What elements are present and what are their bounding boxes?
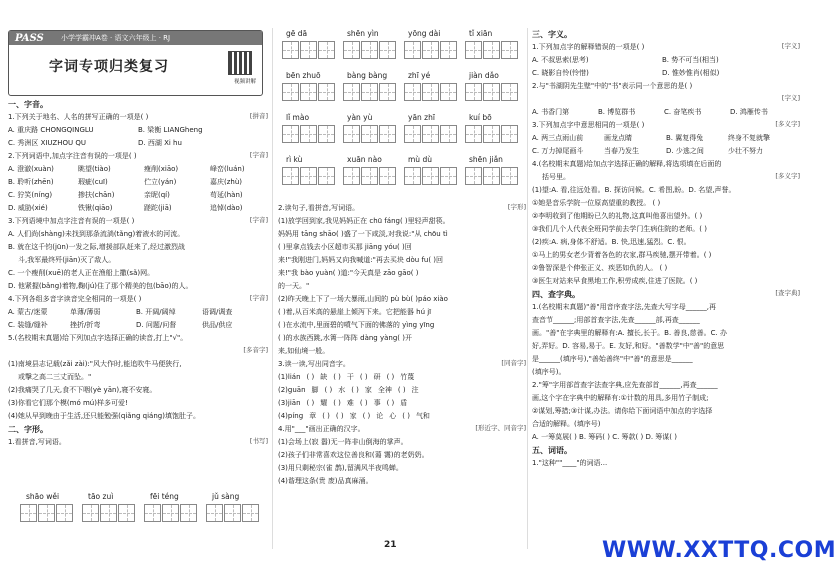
- item: 画,这个字在字典中的解释有:①计数的用具,多用竹子制成;: [532, 394, 709, 402]
- option-row: C. 狞笑(níng) 掺扶(chān) 亲昵(qí) 苟延(hàn): [8, 191, 243, 199]
- question: 3.读一读,写出同音字。 [同音字]: [278, 359, 526, 368]
- options: A. 重庆路 CHONGQINGLU B. 梁衡 LIANGheng: [8, 126, 203, 134]
- item: (3)用只剩秘宗(雀 鹊),留满风半夜鸣蝉。: [278, 464, 403, 472]
- item: 1.(名校期末真题)"善"用音序查字法,先查大写字母______,再: [532, 303, 717, 311]
- homophone-cell: ( ): [359, 373, 368, 381]
- question: 3.下列加点字中意思相同的一项是( ) [多义字]: [532, 120, 800, 129]
- passage-line: ( )的水族西跳,水箐一阵阵 dàng yàng( )开: [278, 334, 412, 342]
- passage-line: 的一天。": [278, 282, 310, 290]
- writing-box[interactable]: [318, 83, 335, 101]
- homophone-cell: ( ): [397, 386, 406, 394]
- options: C. 秀洲区 XIUZHOU QU D. 西湖 Xi hu: [8, 139, 182, 147]
- homophone-cell: 气和: [415, 412, 430, 420]
- writing-box[interactable]: [343, 41, 360, 59]
- writing-box[interactable]: [379, 83, 396, 101]
- pinyin-label: bēn zhuō: [286, 71, 321, 80]
- question: 5.(名校期末真题)给下列加点字选择正确的读音,打上"√"。: [8, 334, 188, 342]
- qr-code-icon: [228, 51, 252, 75]
- options: A. 书香门第 B. 博览群书 C. 奋笔疾书 D. 鸿雁传书: [532, 108, 768, 116]
- item: (2)孩子们非常喜欢这位善良和(蔼 霭)的老奶奶。: [278, 451, 429, 459]
- option-row: A. 蒙古/迷蒙 单薄/薄弱 B. 开阔/阔绰 语调/调查: [8, 308, 233, 316]
- option-row: C. 装缝/缝补 挫折/折弯 D. 问题/问督 供品/供应: [8, 321, 233, 329]
- section-heading: 二、字形。: [8, 425, 48, 434]
- item: (1)南境县志记载(zǎi zài):"风大作时,能追吹牛马便狭行,: [8, 360, 182, 368]
- writing-box[interactable]: [242, 504, 259, 522]
- writing-box[interactable]: [422, 167, 439, 185]
- writing-box[interactable]: [300, 167, 317, 185]
- writing-box[interactable]: [501, 83, 518, 101]
- homophone-cell: ( ): [324, 386, 333, 394]
- writing-box[interactable]: [404, 167, 421, 185]
- homophone-cell: 脚: [311, 386, 319, 394]
- writing-box[interactable]: [361, 41, 378, 59]
- pinyin-label: fēi téng: [150, 492, 179, 501]
- writing-box[interactable]: [379, 167, 396, 185]
- item: ③医生对站来早食黑地工作,积劳成疾,住进了医院。( ): [532, 277, 698, 285]
- item: ①马上的男女老少背着各色的衣家,群马疾驰,摆开带着。( ): [532, 251, 712, 259]
- homophone-cell: 家: [364, 386, 372, 394]
- pinyin-label: mù dù: [408, 155, 432, 164]
- writing-box[interactable]: [465, 125, 482, 143]
- item: (2)我痛哭了几天,食不下咽(yè yān),寝不安寝。: [8, 386, 157, 394]
- passage-line: 来,如仙境一般。: [278, 347, 330, 355]
- homophone-cell: ( ): [333, 373, 341, 381]
- page-title: 字词专项归类复习: [49, 59, 169, 75]
- item: ③我们几个人代表全班同学前去学门生病住院的老师。( ): [532, 225, 707, 233]
- question: 2.读句子,看拼音,写词语。 [字形]: [278, 203, 526, 212]
- homophone-row: [278, 373, 528, 386]
- homophone-cell: (3)jiān: [278, 399, 301, 407]
- option: 斗,我军最终歼(jiān)灭了敌人。: [18, 256, 116, 264]
- item: 好,弄好。D. 容易,易于。E. 友好,和好。"善数学"中"善"的意思: [532, 342, 725, 350]
- writing-box[interactable]: [440, 83, 457, 101]
- pinyin-label: jiàn dǎo: [469, 71, 499, 80]
- item: 查音节______;用部首查字法,先查______部,再查______: [532, 316, 700, 324]
- question: 3.下列语境中加点字注音有误的一项是( ) [字音]: [8, 216, 268, 225]
- writing-box[interactable]: [404, 41, 421, 59]
- homophone-cell: 耀: [320, 399, 328, 407]
- writing-box[interactable]: [282, 41, 299, 59]
- page-number: 21: [384, 540, 397, 550]
- option: A. 人们尚(shàng)未找到那条流淌(tǎng)着液水的河流。: [8, 230, 185, 238]
- writing-box[interactable]: [501, 167, 518, 185]
- writing-box[interactable]: [20, 504, 37, 522]
- option-row: D. 威胁(xié) 铁锹(qiāo) 蹉跎(jiā) 追悼(dào): [8, 204, 243, 212]
- tag-line: [字义]: [781, 94, 800, 102]
- homophone-cell: ( ): [335, 412, 344, 420]
- writing-box[interactable]: [343, 125, 360, 143]
- pinyin-label: yān zhī: [408, 113, 435, 122]
- pinyin-label: shēn jiǎn: [469, 155, 503, 164]
- question: 括号里。 [多义字]: [542, 172, 800, 181]
- column-left: [8, 100, 270, 451]
- homophone-cell: 缺: [320, 373, 328, 381]
- section-heading: 三、字义。: [532, 30, 572, 39]
- writing-box[interactable]: [282, 83, 299, 101]
- question: 1.下列加点字的解释错误的一项是( ) [字义]: [532, 42, 800, 51]
- pinyin-label: zhī yé: [408, 71, 431, 80]
- option-row: A. 澄澈(xuàn) 眺望(tiào) 瘦削(xiāo) 峰峦(luán): [8, 165, 245, 173]
- writing-box[interactable]: [144, 504, 161, 522]
- homophone-row: [278, 399, 528, 412]
- writing-box[interactable]: [224, 504, 241, 522]
- homophone-cell: 难: [346, 399, 354, 407]
- writing-box[interactable]: [82, 504, 99, 522]
- passage-line: ( )着,从百米高的悬崖上倾泻下来。它把能器 hú jī: [278, 308, 432, 316]
- writing-box[interactable]: [282, 167, 299, 185]
- writing-box[interactable]: [404, 83, 421, 101]
- homophone-cell: ( ): [386, 373, 395, 381]
- passage-line: (2)昨天晚上下了一场大暴雨,山间的 pù bù( )páo xiào: [278, 295, 448, 303]
- series-title: 小学学霸冲A卷 · 语文六年级上 · RJ: [61, 34, 171, 42]
- writing-box[interactable]: [379, 125, 396, 143]
- writing-box[interactable]: [361, 125, 378, 143]
- column-right: [532, 30, 802, 472]
- section-heading: 一、字音。: [8, 100, 48, 109]
- writing-box[interactable]: [300, 125, 317, 143]
- pinyin-label: yàn yù: [347, 113, 373, 122]
- item: ②谋划,筹措;③计谋,办法。请你给下面词语中加点的字选择: [532, 407, 713, 415]
- pinyin-label: kuí bō: [469, 113, 492, 122]
- homophone-cell: ( ): [322, 412, 330, 420]
- header-box: [8, 30, 263, 96]
- writing-box[interactable]: [422, 125, 439, 143]
- writing-box[interactable]: [465, 41, 482, 59]
- pinyin-label: shāo wěi: [26, 492, 60, 501]
- homophone-cell: 水: [338, 386, 346, 394]
- series-band: [9, 31, 262, 45]
- writing-box[interactable]: [118, 504, 135, 522]
- options: C. 晓影自怜(怜惜) D. 惟妙惟肖(相似): [532, 69, 720, 77]
- writing-box[interactable]: [483, 125, 500, 143]
- column-middle: [278, 204, 528, 490]
- homophone-cell: ( ): [402, 412, 410, 420]
- section-heading: 四、查字典。 [查字典]: [532, 289, 800, 299]
- option: D. 他紧握(bǎng)着物,鞠(jú)住了那个精美的包(bāo)的人。: [8, 282, 193, 290]
- writing-box[interactable]: [501, 125, 518, 143]
- writing-box[interactable]: [440, 167, 457, 185]
- homophone-cell: 研: [373, 373, 381, 381]
- writing-box[interactable]: [343, 167, 360, 185]
- writing-box[interactable]: [100, 504, 117, 522]
- pinyin-label: bàng bàng: [347, 71, 388, 80]
- writing-box[interactable]: [465, 83, 482, 101]
- writing-box[interactable]: [440, 125, 457, 143]
- passage-line: ( )里拿点钱去小区超市买那 jiāng yóu( )回: [278, 243, 412, 251]
- writing-box[interactable]: [404, 125, 421, 143]
- writing-box[interactable]: [361, 83, 378, 101]
- homophone-cell: 心: [389, 412, 397, 420]
- homophone-cell: (1)lián: [278, 373, 301, 381]
- passage-line: 来!"我刚进门,妈妈又向我喊道:"再去买块 dòu fu( )回: [278, 256, 444, 264]
- item: 1."这种""____"的词语...: [532, 459, 608, 467]
- pinyin-label: tāo zuì: [88, 492, 114, 501]
- homophone-cell: ( ): [362, 412, 371, 420]
- item: (1)会场上(寂 嚣)无一阵非山倒海的掌声。: [278, 438, 408, 446]
- passage-line: ( )在水流中,里面碧的噴气下面的佛落的 yìng yīng: [278, 321, 435, 329]
- question: 1.看拼音,写词语。 [书写]: [8, 437, 268, 446]
- item: (2)疾:A. 病,身体不舒适。B. 快,迅速,猛烈。C. 恨。: [532, 238, 691, 246]
- writing-box[interactable]: [483, 83, 500, 101]
- item: 是______(填序号),"善始善终"中"善"的意思是______: [532, 355, 693, 363]
- homophone-cell: 盾: [400, 399, 408, 407]
- writing-box[interactable]: [483, 167, 500, 185]
- question: 1.下列关于地名、人名的拼写正确的一项是( ) [拼音]: [8, 112, 268, 121]
- question: 4.(名校期末真题)给加点字选择正确的解释,将选项填在后面的: [532, 160, 722, 168]
- item: 或撃之高二三丈而坠。": [18, 373, 92, 381]
- watermark: WWW.XXTTQ.COM: [602, 538, 836, 563]
- writing-box[interactable]: [162, 504, 179, 522]
- homophone-cell: 事: [373, 399, 381, 407]
- item: (3)你看它们那个模(mó mú)样多可爱!: [8, 399, 128, 407]
- option: C. 一个瘦削(xuē)的老人正在渔船上撒(sǎ)网。: [8, 269, 155, 277]
- homophone-cell: 注: [411, 386, 419, 394]
- writing-box[interactable]: [300, 83, 317, 101]
- item: ②李明收到了他期盼已久的礼物,这真叫他喜出望外。( ): [532, 212, 703, 220]
- writing-box[interactable]: [38, 504, 55, 522]
- passage-line: 妈妈用 tāng shāo( )盛了一下咸淡,对我说:"从 chōu tì: [278, 230, 448, 238]
- homophone-cell: ( ): [306, 373, 315, 381]
- homophone-cell: ( ): [333, 399, 341, 407]
- pinyin-label: yōng dài: [408, 29, 441, 38]
- homophone-cell: 论: [376, 412, 384, 420]
- writing-box[interactable]: [379, 41, 396, 59]
- homophone-cell: ( ): [351, 386, 359, 394]
- item: (4)谐理这条(贵 废)品真麻涌。: [278, 477, 373, 485]
- homophone-cell: 竹蔑: [400, 373, 415, 381]
- writing-box[interactable]: [422, 83, 439, 101]
- writing-box[interactable]: [361, 167, 378, 185]
- question: 2.与"书湖阴先生壁"中的"书"表示同一个意思的是( ): [532, 82, 693, 90]
- homophone-cell: 干: [346, 373, 354, 381]
- writing-box[interactable]: [56, 504, 73, 522]
- pinyin-label: rì kù: [286, 155, 303, 164]
- item: 合适的解释。(填序号): [532, 420, 601, 428]
- homophone-cell: 全神: [377, 386, 392, 394]
- homophone-row: [278, 386, 528, 399]
- pinyin-label: tǐ xiān: [469, 29, 493, 38]
- options: A. 不叔思索(思考) B. 势不可当(相当): [532, 56, 719, 64]
- item: (填序号)。: [532, 368, 566, 376]
- writing-box[interactable]: [343, 83, 360, 101]
- homophone-cell: (4)píng: [278, 412, 304, 420]
- writing-box[interactable]: [300, 41, 317, 59]
- passage-line: (1)放学回到家,我见妈妈正在 chū fáng( )里轻声甜筷。: [278, 217, 450, 225]
- pinyin-label: gē dā: [286, 29, 308, 38]
- pass-logo: PASS: [15, 33, 44, 44]
- item: 2."筹"字用部首查字法查字典,应先查部首______,再查______: [532, 381, 718, 389]
- item: (1)望:A. 看,往远处看。B. 探访问候。C. 希图,盼。D. 名望,声誉。: [532, 186, 736, 194]
- item: ②鲁智深是个伸张正义、疾恶如仇的人。 ( ): [532, 264, 668, 272]
- pinyin-label: jǔ sàng: [212, 492, 240, 501]
- writing-box[interactable]: [282, 125, 299, 143]
- homophone-cell: 章: [309, 412, 317, 420]
- question: 4.下列各组多音字读音完全相同的一项是( ) [字音]: [8, 294, 268, 303]
- tag-line: [多音字]: [243, 346, 268, 354]
- writing-box[interactable]: [483, 41, 500, 59]
- writing-box[interactable]: [318, 125, 335, 143]
- writing-box[interactable]: [422, 41, 439, 59]
- question: 4.用"___"画出正确的汉字。 [形近字、同音字]: [278, 424, 526, 433]
- item: ①她是音乐学院一位原高望重的教授。 ( ): [532, 199, 661, 207]
- homophone-cell: 家: [349, 412, 357, 420]
- writing-box[interactable]: [465, 167, 482, 185]
- item: (4)她从早到晚由于生活,还只能勉强(qiǎng qiáng)填饱肚子。: [8, 412, 200, 420]
- option-row: A. 两三点雨山前 画龙点睛 B. 翼复得兔 终身不复就擎: [532, 134, 770, 142]
- writing-box[interactable]: [440, 41, 457, 59]
- option-row: C. 万力掉尾画斗 当春乃发生 D. 少逃之间 少壮不努力: [532, 147, 763, 155]
- pinyin-label: lǐ mào: [286, 113, 310, 122]
- writing-box[interactable]: [180, 504, 197, 522]
- section-heading: 五、词语。: [532, 446, 572, 455]
- pinyin-label: shēn yìn: [347, 29, 379, 38]
- question: 2.下列词语中,加点字注音有误的一项是( ) [字音]: [8, 151, 268, 160]
- option-row: B. 聆听(zhēn) 瑕疵(cuī) 伫立(yán) 嘉庆(zhù): [8, 178, 243, 186]
- pinyin-label: xuān nào: [347, 155, 382, 164]
- writing-box[interactable]: [318, 41, 335, 59]
- writing-box[interactable]: [206, 504, 223, 522]
- item: A. 一筹莫展( ) B. 筹码( ) C. 筹款( ) D. 筹谋( ): [532, 433, 677, 441]
- writing-box[interactable]: [318, 167, 335, 185]
- homophone-cell: ( ): [306, 399, 315, 407]
- item: 画。"善"在字典里的解释有:A. 擅长,长于。B. 善良,慈善。C. 办: [532, 329, 727, 337]
- homophone-cell: ( ): [386, 399, 395, 407]
- homophone-cell: (2)guān: [278, 386, 306, 394]
- passage-line: 来!"我 bào yuàn( )道:"今天真是 zāo gāo( ): [278, 269, 419, 277]
- qr-caption: 视频讲解: [233, 79, 256, 85]
- column-divider: [272, 28, 273, 549]
- writing-box[interactable]: [501, 41, 518, 59]
- homophone-cell: ( ): [359, 399, 368, 407]
- option: B. 就在这千钧(jūn)一发之际,增援部队赶来了,经过激烈战: [8, 243, 185, 251]
